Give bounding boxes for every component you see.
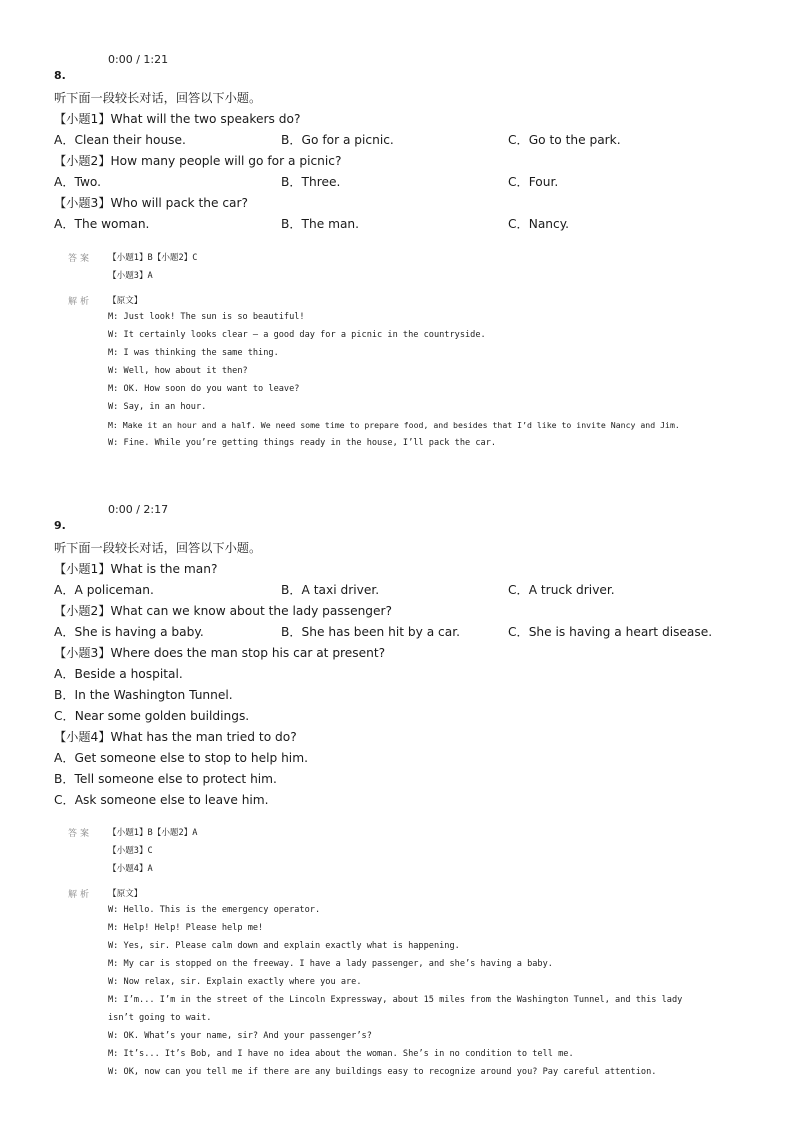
transcript-line: M: Just look! The sun is so beautiful! xyxy=(108,312,305,322)
option-b: B．The man. xyxy=(281,217,360,231)
option-b: B．She has been hit by a car. xyxy=(281,625,460,639)
audio-time-q9: 0:00 / 2:17 xyxy=(108,503,169,516)
transcript-line: W: Hello. This is the emergency operator. xyxy=(108,905,321,915)
answer-label: 答案 xyxy=(68,254,93,264)
option-c: C．Near some golden buildings. xyxy=(54,709,250,723)
sub-question-stem: 【小题1】What is the man? xyxy=(54,562,218,576)
option-a: A．Get someone else to stop to help him. xyxy=(54,751,308,765)
transcript-line: M: My car is stopped on the freeway. I have a lady passenger, and she’s having a baby. xyxy=(108,959,553,969)
question-intro-q9: 听下面一段较长对话，回答以下小题。 xyxy=(54,541,262,555)
option-b: B．A taxi driver. xyxy=(281,583,380,597)
question-intro-q8: 听下面一段较长对话，回答以下小题。 xyxy=(54,91,262,105)
question-number-q8: 8. xyxy=(54,69,66,82)
transcript-line: W: Yes, sir. Please calm down and explain exactly what is happening. xyxy=(108,941,460,951)
sub-question-stem: 【小题3】Who will pack the car? xyxy=(54,196,248,210)
answer-line: 【小题3】A xyxy=(108,271,153,281)
option-c: C．A truck driver. xyxy=(508,583,615,597)
option-a: A．Two. xyxy=(54,175,102,189)
transcript-line: M: Help! Help! Please help me! xyxy=(108,923,264,933)
sub-question-stem: 【小题4】What has the man tried to do? xyxy=(54,730,297,744)
transcript-line: M: It’s... It’s Bob, and I have no idea about the woman. She’s in no condition to tell me. xyxy=(108,1049,574,1059)
question-number-q9: 9. xyxy=(54,519,66,532)
answer-label: 答案 xyxy=(68,829,93,839)
transcript-line: W: Fine. While you’re getting things ready in the house, I’ll pack the car. xyxy=(108,438,497,448)
transcript-line: M: I was thinking the same thing. xyxy=(108,348,279,358)
answer-line: 【小题1】B【小题2】C xyxy=(108,253,198,263)
option-a: A．She is having a baby. xyxy=(54,625,204,639)
transcript-line: W: Now relax, sir. Explain exactly where you are. xyxy=(108,977,362,987)
transcript-line: W: OK. What’s your name, sir? And your passenger’s? xyxy=(108,1031,372,1041)
option-a: A．Beside a hospital. xyxy=(54,667,183,681)
answer-line: 【小题3】C xyxy=(108,846,153,856)
transcript-line: 【原文】 xyxy=(108,889,143,899)
option-c: C．Ask someone else to leave him. xyxy=(54,793,269,807)
answer-line: 【小题1】B【小题2】A xyxy=(108,828,198,838)
option-a: A．Clean their house. xyxy=(54,133,186,147)
transcript-line: W: OK, now can you tell me if there are any buildings easy to recognize around you? Pay careful attention. xyxy=(108,1067,657,1077)
transcript-line: W: Well, how about it then? xyxy=(108,366,248,376)
transcript-line: M: Make it an hour and a half. We need some time to prepare food, and besides that I’d like to invite Nancy and Jim. xyxy=(108,420,680,430)
transcript-line: M: OK. How soon do you want to leave? xyxy=(108,384,300,394)
transcript-line: 【原文】 xyxy=(108,296,143,306)
sub-question-stem: 【小题2】How many people will go for a picnic? xyxy=(54,154,342,168)
option-a: A．A policeman. xyxy=(54,583,154,597)
option-c: C．Four. xyxy=(508,175,559,189)
option-c: C．She is having a heart disease. xyxy=(508,625,713,639)
transcript-line: W: It certainly looks clear — a good day for a picnic in the countryside. xyxy=(108,330,486,340)
option-c: C．Go to the park. xyxy=(508,133,621,147)
transcript-line: M: I’m... I’m in the street of the Lincoln Expressway, about 15 miles from the Washington Tunnel, and this lady xyxy=(108,995,683,1005)
transcript-line: W: Say, in an hour. xyxy=(108,402,207,412)
option-c: C．Nancy. xyxy=(508,217,570,231)
answer-line: 【小题4】A xyxy=(108,864,153,874)
transcript-line: isn’t going to wait. xyxy=(108,1013,212,1023)
sub-question-stem: 【小题2】What can we know about the lady passenger? xyxy=(54,604,393,618)
option-b: B．Tell someone else to protect him. xyxy=(54,772,277,786)
option-a: A．The woman. xyxy=(54,217,150,231)
sub-question-stem: 【小题1】What will the two speakers do? xyxy=(54,112,301,126)
option-b: B．In the Washington Tunnel. xyxy=(54,688,233,702)
option-b: B．Go for a picnic. xyxy=(281,133,394,147)
audio-time-q8: 0:00 / 1:21 xyxy=(108,53,169,66)
option-b: B．Three. xyxy=(281,175,341,189)
sub-question-stem: 【小题3】Where does the man stop his car at present? xyxy=(54,646,386,660)
analysis-label: 解析 xyxy=(68,890,93,900)
analysis-label: 解析 xyxy=(68,297,93,307)
